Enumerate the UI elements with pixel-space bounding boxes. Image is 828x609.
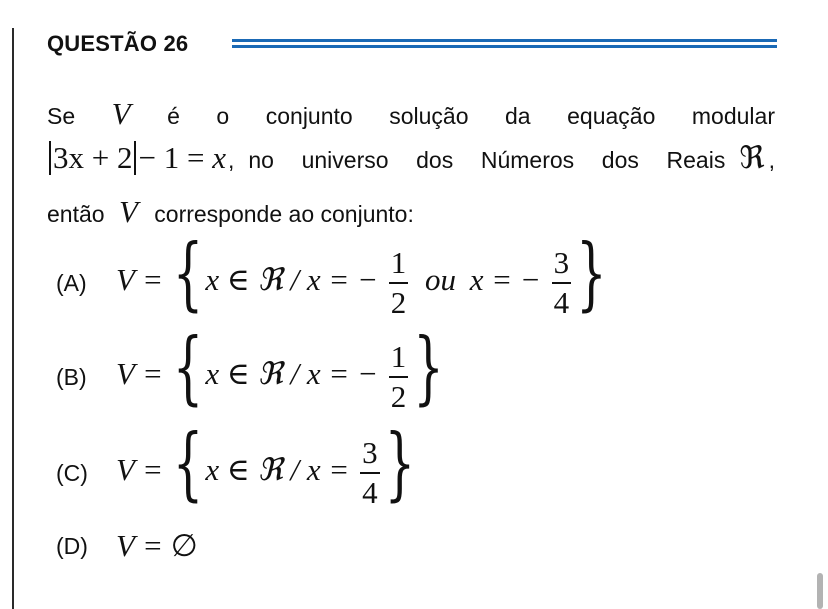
denominator: 2 [390,285,407,321]
option-letter: (A) [56,269,87,296]
numerator: 3 [360,436,380,474]
option-b[interactable] [56,322,446,415]
word: da [505,103,531,129]
option-c[interactable] [56,418,417,511]
statement-tail: corresponde ao conjunto: [154,201,414,227]
statement-line-1 [47,96,775,132]
heading-double-rule [232,39,777,48]
set-variable-v: V [118,194,138,229]
question-heading [47,28,787,60]
option-d-expression [116,528,198,564]
word: o [216,103,230,129]
word: modular [691,103,775,129]
lhs: V = [116,528,164,563]
reals-symbol: ℜ [739,140,765,175]
word: no [248,147,274,173]
word: Se [47,103,76,129]
set-variable-v: V [111,96,131,131]
word: solução [389,103,469,129]
eq-rest: − 1 = [138,140,213,175]
right-brace: } [384,418,416,511]
fraction [552,246,572,320]
set-condition-2: x = − [469,262,541,298]
word: conjunto [265,103,353,129]
statement-line-2 [47,140,775,176]
word: universo [301,147,389,173]
word: dos [601,147,639,173]
word: equação [567,103,656,129]
option-letter: (D) [56,532,88,559]
comma: , [768,147,775,173]
modular-equation [47,140,226,176]
option-letter: (B) [56,363,87,390]
option-b-expression [116,322,446,415]
abs-bar-right [134,141,136,175]
comma: , [227,147,235,173]
word: Números [480,147,575,173]
abs-inner: 3x + 2 [53,140,133,175]
scrollbar-thumb[interactable] [817,573,823,609]
numerator: 1 [389,340,409,378]
left-brace: { [172,228,204,321]
option-a-expression [116,228,609,321]
right-brace: } [576,228,607,321]
word: então [47,201,105,227]
set-condition: x ∈ ℜ / x = [205,452,350,488]
right-brace: } [413,322,444,415]
fraction [360,436,380,510]
option-d[interactable] [56,528,198,564]
empty-set-symbol: ∅ [170,528,198,563]
numerator: 3 [552,246,572,284]
left-margin-line [12,28,14,609]
word: dos [416,147,454,173]
numerator: 1 [389,246,409,284]
fraction [389,340,409,414]
set-condition: x ∈ ℜ / x = − [205,356,378,392]
set-condition: x ∈ ℜ / x = − [205,262,378,298]
word: Reais [666,147,726,173]
denominator: 4 [362,475,378,511]
question-number: QUESTÃO 26 [47,31,189,56]
lhs: V = [116,452,164,488]
option-letter: (C) [56,459,88,486]
left-brace: { [172,418,204,511]
universe-words [248,147,725,174]
option-a[interactable] [56,228,609,321]
denominator: 4 [553,285,570,321]
statement-line-3 [47,194,775,230]
option-c-expression [116,418,417,511]
or-word: ou [425,262,456,298]
eq-x: x [212,140,226,175]
lhs: V = [116,356,164,392]
word: é [167,103,180,129]
fraction [389,246,409,320]
lhs: V = [116,262,164,298]
abs-bar-left [49,141,51,175]
denominator: 2 [390,379,407,415]
left-brace: { [172,322,204,415]
